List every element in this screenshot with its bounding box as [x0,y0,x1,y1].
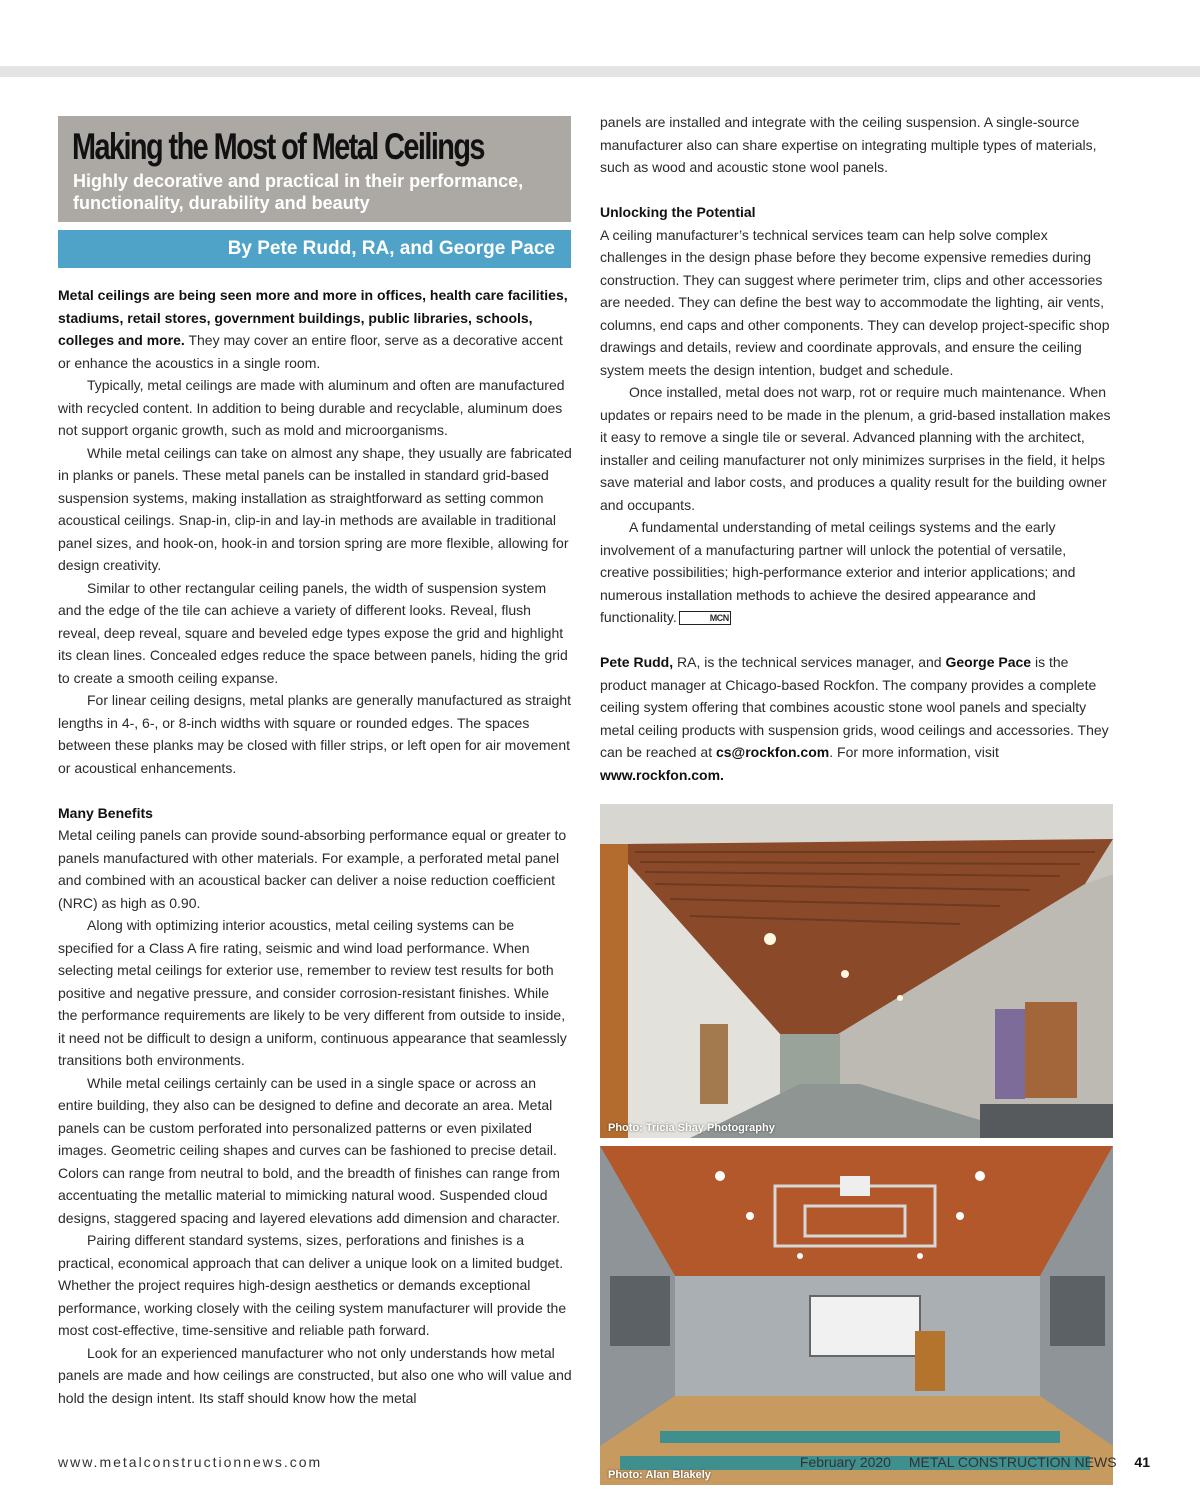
author-bio [600,651,1114,786]
intro-paragraph [58,284,572,374]
paragraph: While metal ceilings can take on almost any shape, they usually are fabricated in planks or panels. These metal panels can be installed in standard grid-based suspension systems, making installation as straightforward as setting common acoustical ceilings. Snap-in, clip-in and lay-in methods are available in traditional panel sizes, and hook-on, hook-in and torsion spring are more flexible, allowing for design creativity. [58,444,572,573]
page-number: 41 [1134,1454,1150,1470]
photo-hallway [600,804,1113,1138]
section-heading-potential: Unlocking the Potential [600,204,756,220]
paragraph: Pairing different standard systems, sizes, perforations and finishes is a practical, economical approach that can deliver a unique look on a limited budget. Whether the project requires high-design aesthetics or demands exceptional performance, working closely with the ceiling system manufacturer will provide the most cost-effective, time-sensitive and reliable path forward. [58,1232,567,1338]
paragraph: Similar to other rectangular ceiling panels, the width of suspension system and the edge of the tile can achieve a variety of different looks. Reveal, flush reveal, deep reveal, square and beveled edge types expose the grid and highlight its clean lines. Concealed edges reduce the space between panels, hiding the grid to create a smooth ceiling expanse. [58,579,568,686]
title-panel [58,116,571,222]
paragraph [600,516,1114,629]
bio-text: RA, is the technical services manager, and [673,654,946,670]
byline: By Pete Rudd, RA, and George Pace [58,230,571,268]
footer-website[interactable]: www.metalconstructionnews.com [58,1454,323,1470]
photo-credit-2: Photo: Alan Blakely [608,1469,711,1481]
paragraph: While metal ceilings certainly can be used in a single space or across an entire building, they also can be designed to define and decorate an area. Metal panels can be custom perforated into personalized patterns or even pixilated images. Geometric ceiling shapes and curves can be fashioned to precise detail. Colors can range from neutral to bold, and the breadth of finishes can range from accentuating the metallic material to mimicking natural wood. Suspended cloud designs, staggered spacing and layered elevations add dimension and character. [58,1074,560,1226]
article-subtitle: Highly decorative and practical in their performance, functionality, durability and beauty [73,171,524,213]
author-name-1: Pete Rudd, [600,654,674,670]
paragraph: Metal ceiling panels can provide sound-absorbing performance equal or greater to panels manufactured with other materials. For example, a perforated metal panel and combined with an acoustical backer can deliver a noise reduction coefficient (NRC) as high as 0.90. [58,827,567,911]
paragraph: Once installed, metal does not warp, rot or require much maintenance. When updates or repairs need to be made in the plenum, a grid-based installation makes it easy to remove a single tile or several. Advanced planning with the architect, installer and ceiling manufacturer not only minimizes surprises in the field, it helps save material and labor costs, and produces a quality result for the building owner and occupants. [600,384,1111,513]
bio-text: is the product manager at Chicago-based Rockfon. The company provides a complete ceiling system offering that combines acoustic stone wool panels and specialty metal ceiling products with suspension grids, wood ceilings and accessories. They can be reached at [600,654,1109,760]
author-name-2: George Pace [945,654,1032,670]
end-mark-icon: MCN [679,611,731,625]
top-rule [0,66,1200,77]
paragraph: Look for an experienced manufacturer who not only understands how metal panels are made and how ceilings are constructed, but also one who will value and hold the design intent. Its staff should know how the metal [58,1344,572,1406]
photo-classroom [600,1146,1113,1485]
final-paragraph-text: A fundamental understanding of metal ceilings systems and the early involvement of a manufacturing partner will unlock the potential of versatile, creative possibilities; high-performance exterior and interior applications; and numerous installation methods to achieve the desired appearance and functionality. [600,519,1076,625]
left-column [58,284,572,1409]
paragraph: A ceiling manufacturer’s technical services team can help solve complex challenges in the design phase before they become expensive remedies during construction. They can suggest where perimeter trim, clips and other accessories are needed. They can define the best way to accommodate the lighting, air vents, columns, end caps and other components. They can develop project-specific shop drawings and details, review and coordinate approvals, and ensure the ceiling system meets the design intention, budget and schedule. [600,226,1110,378]
right-column [600,111,1114,786]
footer-info [786,1454,1150,1470]
contact-email-link[interactable]: cs@rockfon.com [715,744,830,760]
bio-text: . For more information, visit [829,744,999,760]
section-heading-benefits: Many Benefits [58,804,153,821]
photo-credit-1: Photo: Tricia Shay Photography [608,1122,775,1134]
website-link[interactable]: www.rockfon.com. [600,766,724,783]
paragraph: panels are installed and integrate with the ceiling suspension. A single-source manufacturer also can share expertise on integrating multiple types of materials, such as wood and acoustic stone wool panels. [600,114,1097,175]
paragraph: Typically, metal ceilings are made with aluminum and often are manufactured with recycled content. In addition to being durable and recyclable, aluminum does not support organic growth, such as mold and microorganisms. [58,377,565,438]
paragraph: Along with optimizing interior acoustics, metal ceiling systems can be specified for a Class A fire rating, seismic and wind load performance. When selecting metal ceilings for exterior use, remember to review test results for both positive and negative pressure, and consider corrosion-resistant finishes. While the performance requirements are likely to be very different from outside to inside, it need not be difficult to design a uniform, continuous appearance that seamlessly transitions both environments. [58,917,567,1068]
issue-date: February 2020 [799,1454,891,1470]
paragraph: For linear ceiling designs, metal planks are generally manufactured as straight lengths in 4-, 6-, or 8-inch widths with square or rounded edges. The spaces between these planks may be closed with filler strips, or left open for air movement or acoustical enhancements. [58,692,572,776]
magazine-name: METAL CONSTRUCTION NEWS [908,1454,1117,1470]
intro-text: They may cover an entire floor, serve as a decorative accent or enhance the acoustics in a single room. [58,332,563,371]
intro-bold-lead: Metal ceilings are being seen more and more in offices, health care facilities, stadiums, retail stores, government buildings, public libraries, schools, colleges and more. [58,287,568,348]
article-title: Making the Most of Metal Ceilings [72,126,484,167]
